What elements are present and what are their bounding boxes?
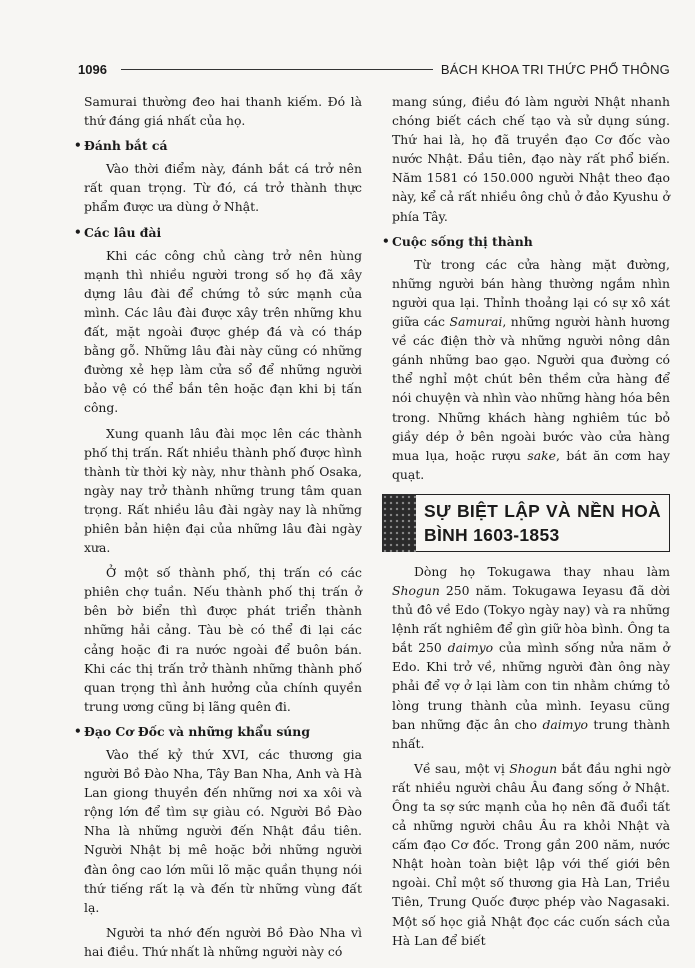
book-title: BÁCH KHOA TRI THỨC PHỔ THÔNG [440, 61, 670, 77]
dotted-square-icon [382, 494, 416, 552]
left-column [74, 92, 362, 967]
bullet-dot-icon: • [74, 723, 82, 738]
paragraph: Từ trong các cửa hàng mặt đường, những người bán hàng thường ngắm nhìn người qua lại. Thỉnh thoảng lại có sự xô xát giữa các Samurai, những người hành hương về các điện thờ và những người nông dân gánh những bao gạo. Người qua đường có thể nghỉ một chút bên thềm cửa hàng để nói chuyện và nhìn vào những hàng hóa bên trong. Những khách hàng nghiêm túc bỏ giầy dép ở bên ngoài bước vào cửa hàng mua lụa, hoặc rượu sake, bát ăn cơm hay quạt. [392, 256, 670, 482]
subheading-label: Đạo Cơ Đốc và những khẩu súng [84, 723, 310, 739]
subheading-label: Các lâu đài [84, 224, 162, 240]
paragraph: Vào thế kỷ thứ XVI, các thương gia người Bồ Đào Nha, Tây Ban Nha, Anh và Hà Lan giong thuyền đến những nơi xa xôi và rộng lớn để tìm sự giàu có. Người Bồ Đào Nha là những người đến Nhật đầu tiên. Người Nhật bị mê hoặc bởi những người đàn ông cao lớn mũi lõ mặc quần thụng nói thứ tiếng rất lạ và đến từ những vùng đất lạ. [84, 747, 362, 915]
paragraph: Xung quanh lâu đài mọc lên các thành phố thị trấn. Rất nhiều thành phố được hình thành từ thời kỳ này, như thành phố Osaka, ngày nay trở thành những trung tâm quan trọng. Rất nhiều lâu đài ngày nay là những phiên bản hiện đại của những lâu đài ngày xưa. [84, 425, 362, 556]
paragraph: Khi các công chủ càng trở nên hùng mạnh thì nhiều người trong số họ đã xây dựng lâu đài để chứng tỏ sức mạnh của mình. Các lâu đài được xây trên những khu đất, mặt ngoài được ghép đá và có tháp bằng gỗ. Những lâu đài này cũng có những đường xẻ hẹp làm cửa sổ để những người bảo vệ có thể bắn tên hoặc đạn khi bị tấn công. [84, 247, 362, 416]
subheading-fishing [74, 136, 362, 155]
section-heading [382, 494, 670, 552]
page-number: 1096 [78, 61, 107, 77]
bullet-dot-icon: • [74, 138, 82, 153]
paragraph: Ở một số thành phố, thị trấn có các phiên chợ tuần. Nếu thành phố thị trấn ở bên bờ biển thì được phát triển thành những hải cảng. Tàu bè có thể đi lại các cảng hoặc đi ra nước ngoài để buôn bán. Khi các thị trấn trở thành những thành phố quan trọng thì ảnh hưởng của chính quyền trung ương cũng bị lãng quên đi. [84, 565, 362, 714]
bullet-dot-icon: • [382, 233, 390, 248]
paragraph: mang súng, điều đó làm người Nhật nhanh chóng biết cách chế tạo và sử dụng súng. Thứ hai là, họ đã truyền đạo Cơ đốc vào nước Nhật. Đầu tiên, đạo này rất phổ biến. Năm 1581 có 150.000 người Nhật theo đạo này, kể cả rất nhiều ông chủ ở đảo Kyushu ở phía Tây. [392, 94, 670, 224]
subheading-label: Cuộc sống thị thành [392, 233, 533, 249]
subheading-town-life [382, 232, 670, 251]
paragraph: Dòng họ Tokugawa thay nhau làm Shogun 250 năm. Tokugawa Ieyasu đã dời thủ đô về Edo (Tokyo ngày nay) và ra những lệnh rất nghiêm để gìn giữ hòa bình. Ông ta bắt 250 daimyo của mình sống nửa năm ở Edo. Khi trở về, những người đàn ông này phải để vợ ở lại làm con tin nhằm chứng tỏ lòng trung thành của mình. Ieyasu cũng ban những đặc ân cho daimyo trung thành nhất. [392, 563, 671, 751]
section-title: SỰ BIỆT LẬP VÀ NỀN HOÀ BÌNH 1603-1853 [416, 494, 670, 552]
paragraph: Về sau, một vị Shogun bắt đầu nghi ngờ rất nhiều người châu Âu đang sống ở Nhật. Ông ta sợ sức mạnh của họ nên đã đuổi tất cả những người châu Âu ra khỏi Nhật và cấm đạo Cơ đốc. Trong gần 200 năm, nước Nhật hoàn toàn biệt lập với thế giới bên ngoài. Chỉ một số thương gia Hà Lan, Triều Tiên, Trung Quốc được phép vào Nagasaki. Một số học giả Nhật đọc các cuốn sách của Hà Lan để biết [392, 760, 670, 948]
subheading-christianity [74, 722, 362, 741]
subheading-castles [74, 223, 362, 242]
bullet-dot-icon: • [74, 224, 82, 239]
paragraph: Vào thời điểm này, đánh bắt cá trở nên rất quan trọng. Từ đó, cá trở thành thực phẩm được ưa dùng ở Nhật. [84, 161, 362, 215]
right-column [382, 92, 671, 956]
header-rule [121, 69, 433, 70]
paragraph: Người ta nhớ đến người Bồ Đào Nha vì hai điều. Thứ nhất là những người này có [84, 924, 362, 959]
paragraph: Samurai thường đeo hai thanh kiếm. Đó là thứ đáng giá nhất của họ. [84, 94, 362, 129]
page-header [78, 58, 670, 80]
subheading-label: Đánh bắt cá [84, 138, 168, 154]
